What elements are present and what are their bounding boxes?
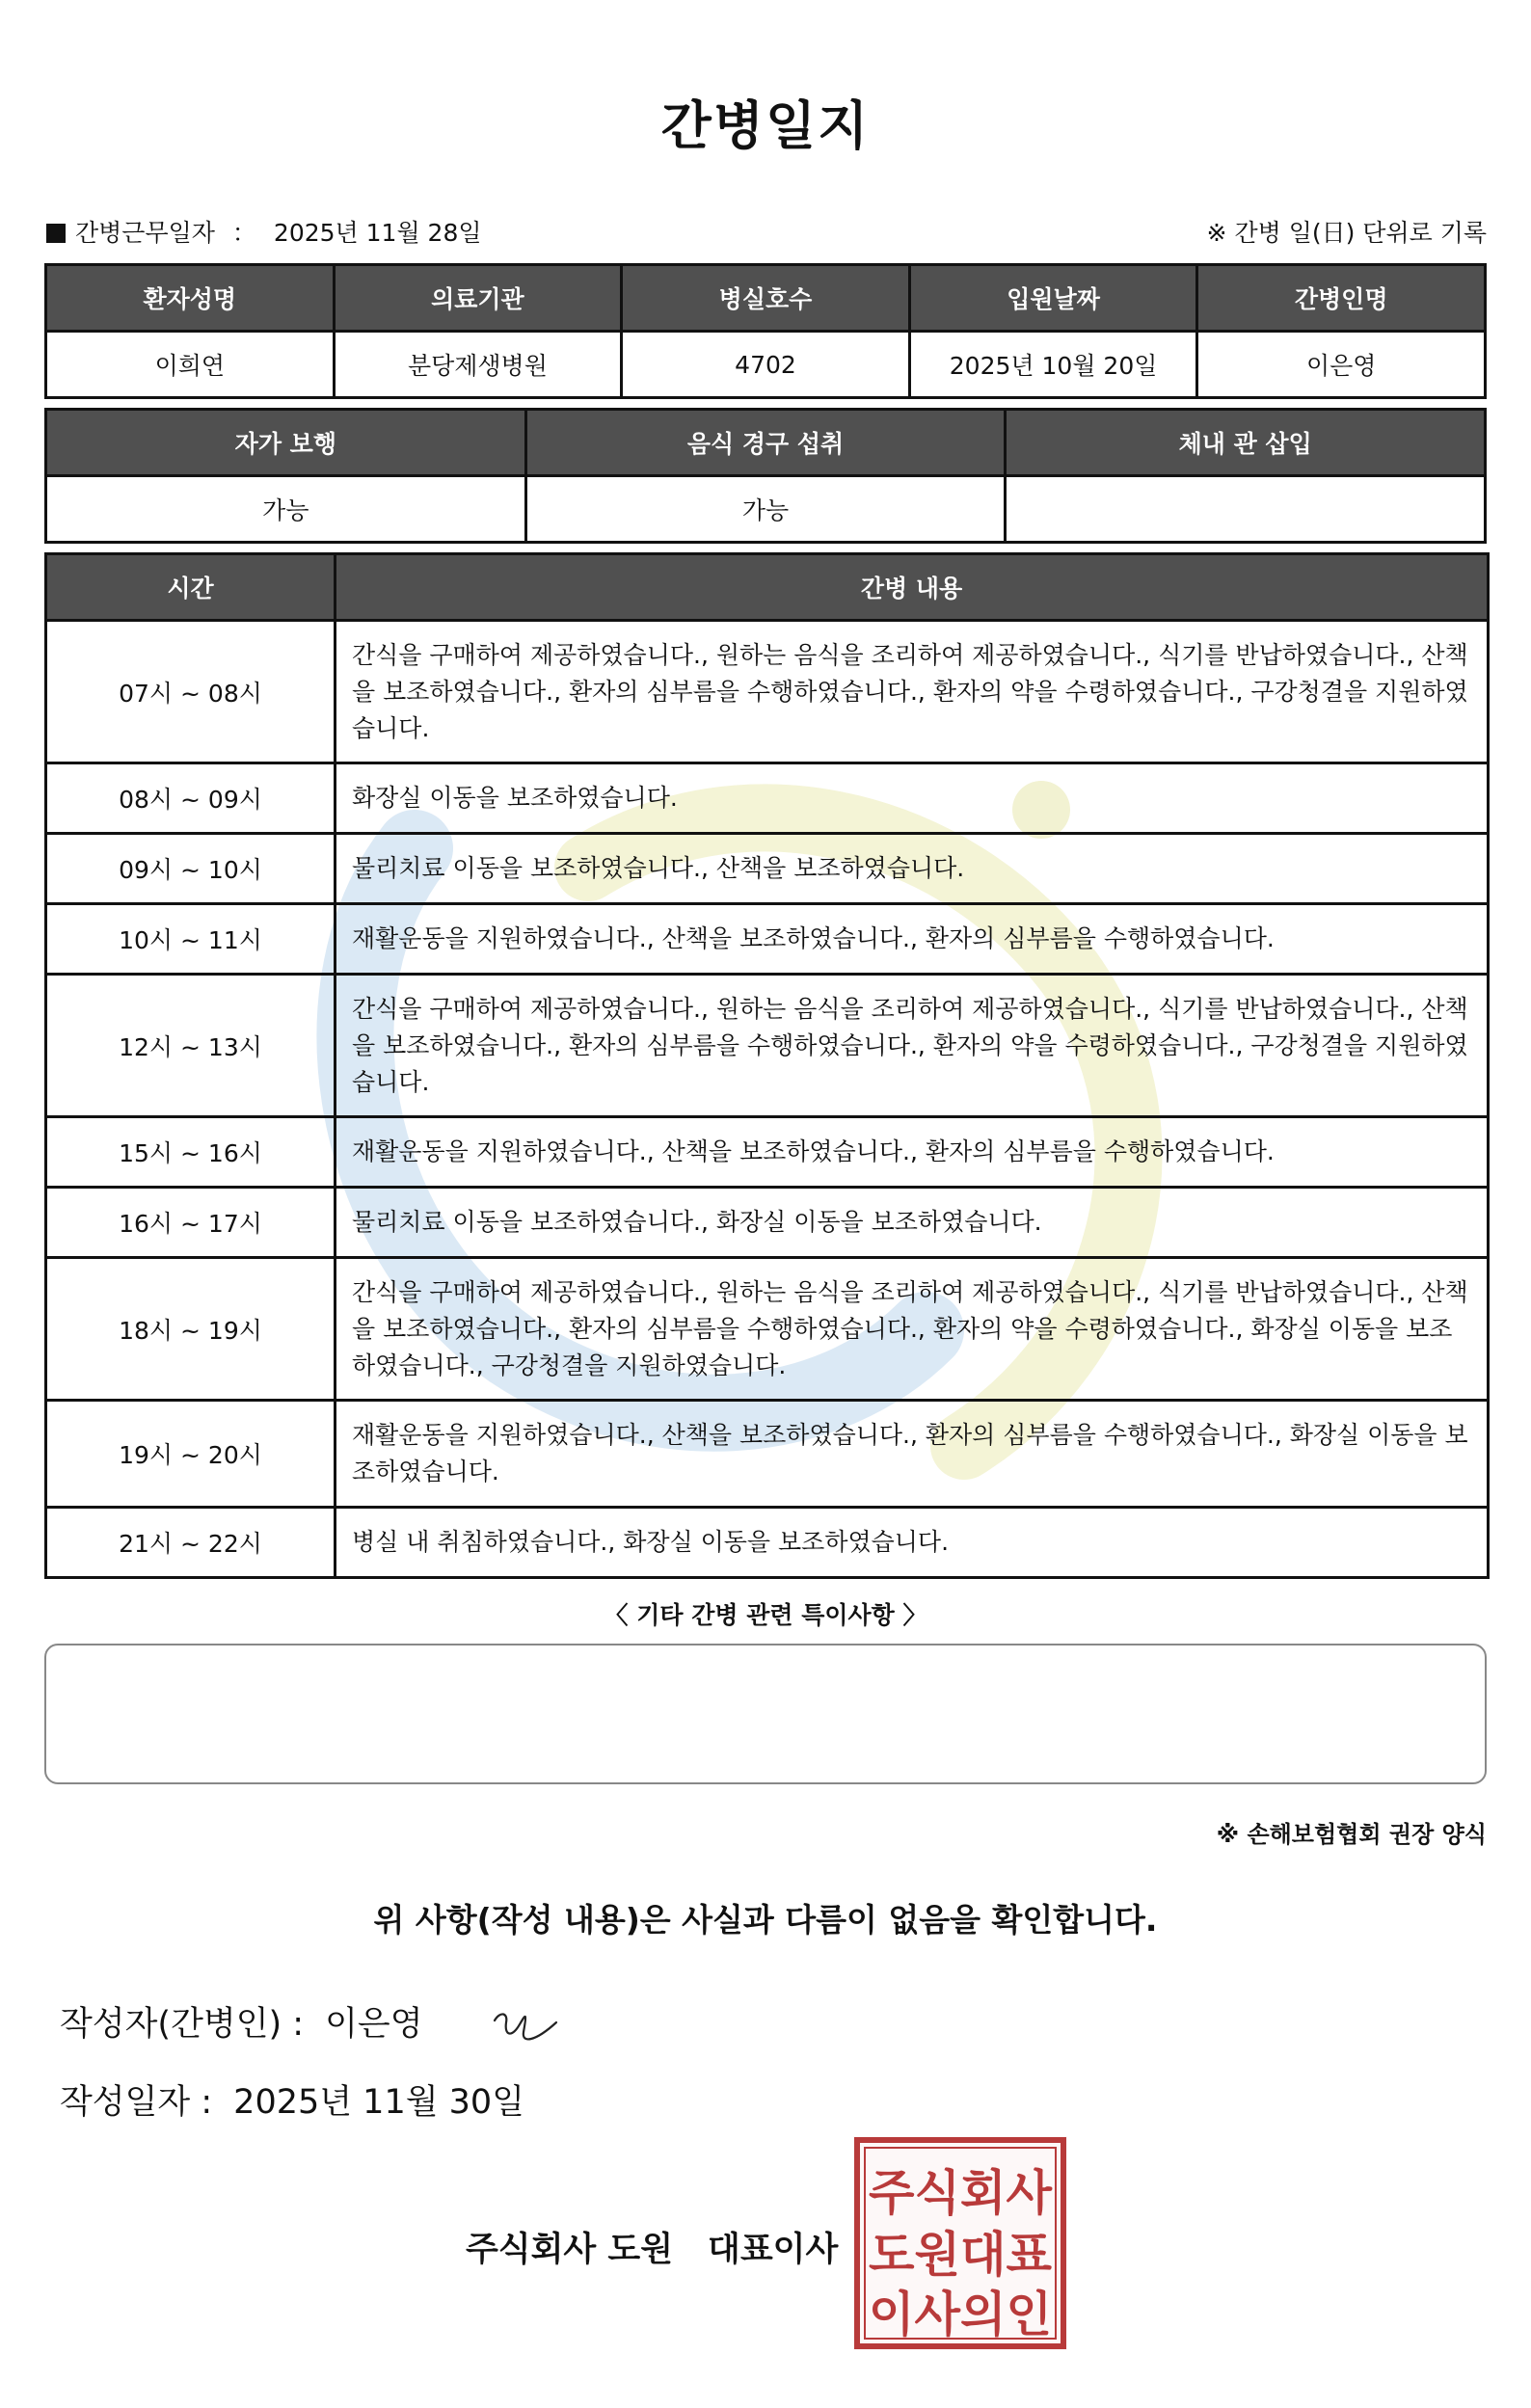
care-log-time: 15시 ~ 16시 <box>46 1117 336 1188</box>
work-date-line <box>46 214 482 249</box>
patient-status-table <box>44 408 1487 544</box>
svg-text:이사의인: 이사의인 <box>869 2287 1052 2342</box>
tube-insertion-value <box>1006 476 1486 543</box>
svg-text:주식회사: 주식회사 <box>869 2165 1053 2221</box>
care-log-row <box>46 1188 1489 1258</box>
admission-date-value: 2025년 10월 20일 <box>909 332 1197 398</box>
patient-info-table <box>44 263 1487 399</box>
work-date-value: 2025년 11월 28일 <box>273 219 482 247</box>
special-notes-heading: 〈 기타 간병 관련 특이사항 〉 <box>604 1601 927 1629</box>
room-number-value: 4702 <box>622 332 910 398</box>
care-log-time: 10시 ~ 11시 <box>46 904 336 975</box>
care-log-row <box>46 1401 1489 1508</box>
care-log-time: 09시 ~ 10시 <box>46 834 336 904</box>
care-log-time: 08시 ~ 09시 <box>46 763 336 834</box>
header-caregiver-name: 간병인명 <box>1197 265 1486 332</box>
square-bullet-icon <box>46 224 66 243</box>
care-log-content: 물리치료 이동을 보조하였습니다., 산책을 보조하였습니다. <box>336 834 1489 904</box>
header-care-content: 간병 내용 <box>336 554 1489 621</box>
header-self-walking: 자가 보행 <box>46 410 526 476</box>
header-admission-date: 입원날짜 <box>909 265 1197 332</box>
header-hospital: 의료기관 <box>334 265 622 332</box>
care-log-content: 재활운동을 지원하였습니다., 산책을 보조하였습니다., 환자의 심부름을 수행하였습니다. <box>336 1117 1489 1188</box>
care-log-row <box>46 1258 1489 1401</box>
written-date-label: 작성일자 : <box>60 2083 213 2122</box>
patient-name-value: 이희연 <box>46 332 335 398</box>
care-log-content: 병실 내 취침하였습니다., 화장실 이동을 보조하였습니다. <box>336 1508 1489 1578</box>
company-seal-stamp <box>853 2136 1067 2350</box>
care-log-time: 18시 ~ 19시 <box>46 1258 336 1401</box>
patient-info-value-row <box>46 332 1486 398</box>
care-log-row <box>46 1117 1489 1188</box>
confirmation-statement: 위 사항(작성 내용)은 사실과 다름이 없음을 확인합니다. <box>373 1901 1158 1939</box>
care-log-time: 12시 ~ 13시 <box>46 975 336 1117</box>
care-log-header-row <box>46 554 1489 621</box>
patient-info-header-row <box>46 265 1486 332</box>
recommended-form-note: ※ 손해보험협회 권장 양식 <box>1216 1821 1487 1848</box>
care-log-row <box>46 975 1489 1117</box>
header-oral-intake: 음식 경구 섭취 <box>525 410 1006 476</box>
svg-text:도원대표: 도원대표 <box>869 2227 1053 2283</box>
page-title: 간병일지 <box>660 95 871 156</box>
care-log-table <box>44 552 1490 1579</box>
work-date-colon: ： <box>231 219 256 247</box>
writer-line <box>60 1997 423 2046</box>
status-header-row <box>46 410 1486 476</box>
care-log-content: 간식을 구매하여 제공하였습니다., 원하는 음식을 조리하여 제공하였습니다., 식기를 반납하였습니다., 산책을 보조하였습니다., 환자의 심부름을 수행하였습니다., 환자의 약을 수령하였습니다., 화장실 이동을 보조하였습니다., 구강청결을 지원하였습니다. <box>336 1258 1489 1401</box>
care-log-row <box>46 1508 1489 1578</box>
work-date-label: 간병근무일자 <box>75 219 215 247</box>
care-log-row <box>46 904 1489 975</box>
written-date-line <box>60 2075 524 2124</box>
care-log-content: 화장실 이동을 보조하였습니다. <box>336 763 1489 834</box>
oral-intake-value: 가능 <box>525 476 1006 543</box>
header-room-number: 병실호수 <box>622 265 910 332</box>
care-log-content: 재활운동을 지원하였습니다., 산책을 보조하였습니다., 환자의 심부름을 수행하였습니다., 화장실 이동을 보조하였습니다. <box>336 1401 1489 1508</box>
writer-name: 이은영 <box>325 2005 423 2044</box>
caregiver-name-value: 이은영 <box>1197 332 1486 398</box>
header-patient-name: 환자성명 <box>46 265 335 332</box>
care-log-content: 간식을 구매하여 제공하였습니다., 원하는 음식을 조리하여 제공하였습니다., 식기를 반납하였습니다., 산책을 보조하였습니다., 환자의 심부름을 수행하였습니다., 환자의 약을 수령하였습니다., 구강청결을 지원하였습니다. <box>336 975 1489 1117</box>
record-unit-note: ※ 간병 일(日) 단위로 기록 <box>1206 219 1487 247</box>
header-tube-insertion: 체내 관 삽입 <box>1006 410 1486 476</box>
care-log-time: 07시 ~ 08시 <box>46 621 336 763</box>
company-signature-line <box>466 2223 838 2271</box>
special-notes-box <box>44 1644 1487 1784</box>
self-walking-value: 가능 <box>46 476 526 543</box>
status-value-row <box>46 476 1486 543</box>
signature-mark <box>487 1993 564 2051</box>
care-log-time: 21시 ~ 22시 <box>46 1508 336 1578</box>
written-date-value: 2025년 11월 30일 <box>233 2083 524 2122</box>
care-log-row <box>46 621 1489 763</box>
care-log-time: 19시 ~ 20시 <box>46 1401 336 1508</box>
writer-label: 작성자(간병인) : <box>60 2005 305 2044</box>
care-log-content: 간식을 구매하여 제공하였습니다., 원하는 음식을 조리하여 제공하였습니다., 식기를 반납하였습니다., 산책을 보조하였습니다., 환자의 심부름을 수행하였습니다., 환자의 약을 수령하였습니다., 구강청결을 지원하였습니다. <box>336 621 1489 763</box>
representative-title: 대표이사 <box>708 2231 839 2269</box>
care-log-time: 16시 ~ 17시 <box>46 1188 336 1258</box>
care-log-content: 재활운동을 지원하였습니다., 산책을 보조하였습니다., 환자의 심부름을 수행하였습니다. <box>336 904 1489 975</box>
care-log-row <box>46 834 1489 904</box>
company-name: 주식회사 도원 <box>466 2231 674 2269</box>
care-log-content: 물리치료 이동을 보조하였습니다., 화장실 이동을 보조하였습니다. <box>336 1188 1489 1258</box>
hospital-value: 분당제생병원 <box>334 332 622 398</box>
header-time: 시간 <box>46 554 336 621</box>
care-log-row <box>46 763 1489 834</box>
